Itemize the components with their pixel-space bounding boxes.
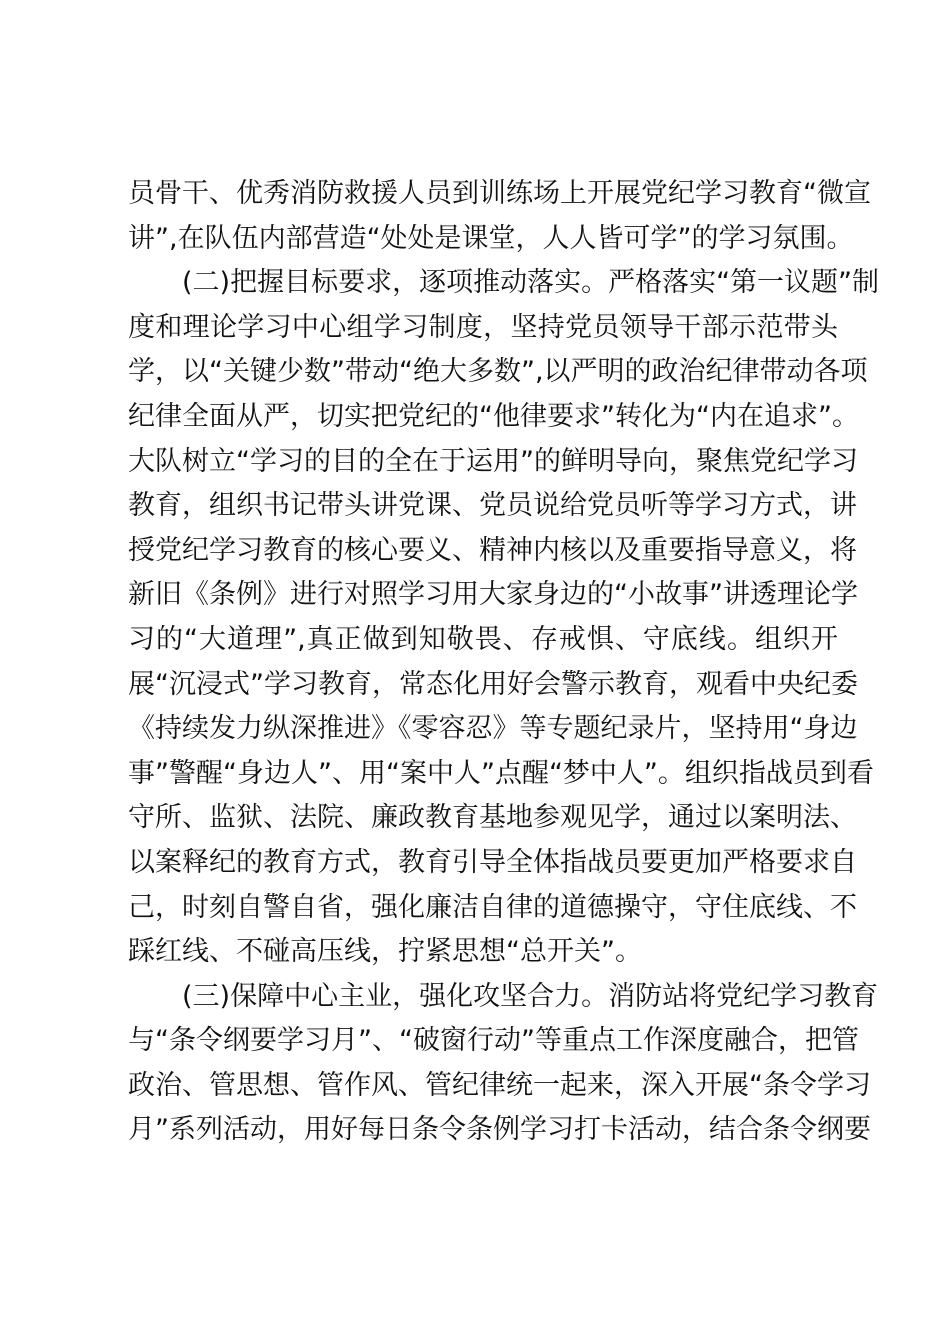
text-line: 教育，组织书记带头讲党课、党员说给党员听等学习方式，讲 [128, 490, 857, 522]
text-line: 纪律全面从严，切实把党纪的“他律要求”转化为“内在追求”。 [128, 400, 859, 432]
text-line: 展“沉浸式”学习教育，常态化用好会警示教育，观看中央纪委 [128, 668, 858, 700]
text-line: 学，以“关键少数”带动“绝大多数”,以严明的政治纪律带动各项 [128, 356, 868, 388]
text-line: 政治、管思想、管作风、管纪律统一起来，深入开展“条令学习 [128, 1069, 871, 1101]
text-line: 己，时刻自警自省，强化廉洁自律的道德操守，守住底线、不 [128, 891, 857, 923]
text-line: 事”警醒“身边人”、用“案中人”点醒“梦中人”。组织指战员到看 [128, 757, 874, 789]
text-line: 员骨干、优秀消防救援人员到训练场上开展党纪学习教育“微宣 [128, 178, 871, 209]
text-line: 《持续发力纵深推进》《零容忍》等专题纪录片，坚持用“身边 [128, 713, 858, 745]
text-line: 新旧《条例》进行对照学习用大家身边的“小故事”讲透理论学 [128, 579, 858, 611]
text-line: 大队树立“学习的目的全在于运用”的鲜明导向，聚焦党纪学习 [128, 445, 858, 477]
section-heading-line: (二)把握目标要求，逐项推动落实。严格落实“第一议题”制 [182, 267, 880, 299]
text-line: 月”系列活动，用好每日条令条例学习打卡活动，结合条令纲要 [128, 1114, 871, 1146]
text-line: 以案释纪的教育方式，教育引导全体指战员要更加严格要求自 [128, 846, 857, 878]
text-line: 度和理论学习中心组学习制度，坚持党员领导干部示范带头 [128, 311, 838, 343]
document-body [128, 172, 880, 1153]
text-line: 讲”,在队伍内部营造“处处是课堂，人人皆可学”的学习氛围。 [128, 222, 854, 254]
text-line: 与“条令纲要学习月”、“破窗行动”等重点工作深度融合，把管 [128, 1025, 859, 1057]
text-line: 授党纪学习教育的核心要义、精神内核以及重要指导意义，将 [128, 534, 857, 566]
text-line: 习的“大道理”,真正做到知敬畏、存戒惧、守底线。组织开 [128, 623, 838, 655]
text-line: 踩红线、不碰高压线，拧紧思想“总开关”。 [128, 936, 642, 968]
section-heading-line: (三)保障中心主业，强化攻坚合力。消防站将党纪学习教育 [182, 980, 879, 1012]
text-line: 守所、监狱、法院、廉政教育基地参观见学，通过以案明法、 [128, 802, 857, 834]
